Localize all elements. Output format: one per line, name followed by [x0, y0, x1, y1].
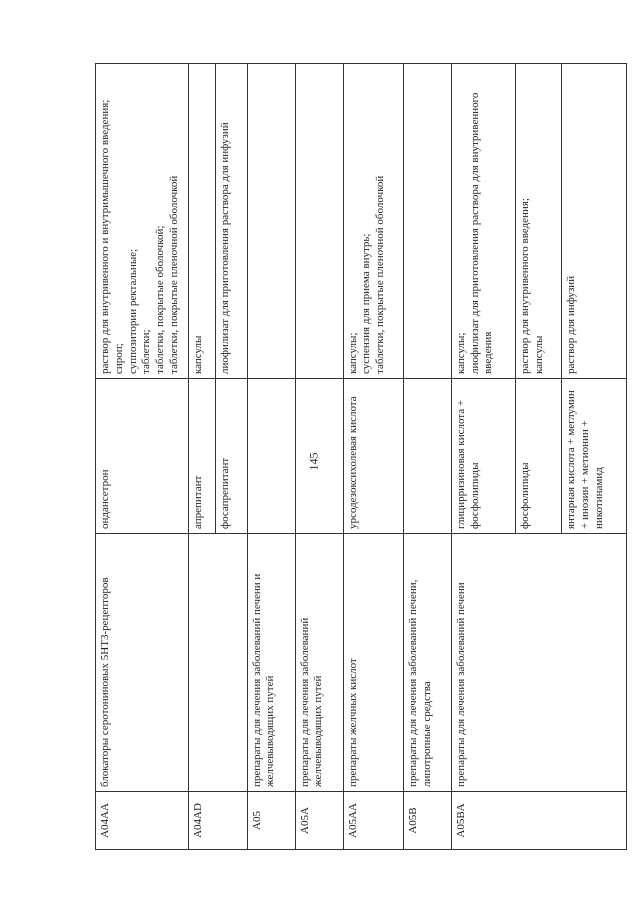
- dosage-form-line: суспензия для приема внутрь;: [360, 233, 373, 374]
- drug-name-cell: фосфолипиды: [516, 379, 562, 534]
- atc-code-cell: A05B: [403, 792, 451, 850]
- dosage-form-line: таблетки;: [140, 329, 153, 374]
- drug-name-cell: [403, 379, 451, 534]
- table-row: [189, 64, 216, 850]
- table-row: [403, 64, 451, 850]
- dosage-form-line: капсулы: [533, 335, 546, 374]
- dosage-form-line: таблетки, покрытые оболочкой;: [154, 225, 166, 374]
- table-row: [96, 64, 189, 850]
- atc-code-cell: A05A: [295, 792, 343, 850]
- dosage-form-line: лиофилизат для приготовления раствора для инфузий: [219, 122, 232, 374]
- pharmacological-group-cell: препараты для лечения заболеваний печени, липотропные средства: [403, 534, 451, 792]
- drug-name-cell: урсодезоксихолевая кислота: [343, 379, 403, 534]
- pharmacological-group-cell: препараты желчных кислот: [343, 534, 403, 792]
- drug-name-cell: глицирризиновая кислота + фосфолипиды: [451, 379, 516, 534]
- dosage-form-line: суппозитории ректальные;: [126, 248, 139, 374]
- pharmacological-group-cell: препараты для лечения заболеваний печени: [451, 534, 626, 792]
- drug-table-container: [95, 64, 627, 850]
- atc-code-cell: A05: [247, 792, 295, 850]
- dosage-form-line: лиофилизат для приготовления раствора для внутривенного введения: [468, 92, 495, 374]
- table-row: [247, 64, 295, 850]
- dosage-forms-cell: [343, 64, 403, 379]
- dosage-forms-cell: [403, 64, 451, 379]
- dosage-forms-cell: [451, 64, 516, 379]
- dosage-forms-cell: [216, 64, 247, 379]
- dosage-forms-cell: [562, 64, 627, 379]
- pharmacological-group-cell: блокаторы серотониновых 5HT3-рецепторов: [96, 534, 189, 792]
- table-row: [343, 64, 403, 850]
- dosage-form-line: капсулы;: [454, 332, 467, 374]
- dosage-forms-cell: [516, 64, 562, 379]
- pharmacological-group-cell: препараты для лечения заболеваний желчевыводящих путей: [295, 534, 343, 792]
- page-number: 145: [306, 452, 321, 471]
- dosage-form-line: капсулы;: [346, 332, 359, 374]
- dosage-form-line: капсулы: [192, 335, 205, 374]
- atc-code-cell: A05BA: [451, 792, 626, 850]
- dosage-form-line: сироп;: [112, 343, 125, 374]
- dosage-forms-cell: [96, 64, 189, 379]
- drug-name-cell: ондансетрон: [96, 379, 189, 534]
- dosage-forms-cell: [189, 64, 216, 379]
- drug-name-cell: апрепитант: [189, 379, 216, 534]
- dosage-forms-cell: [247, 64, 295, 379]
- dosage-form-line: таблетки, покрытые пленочной оболочкой: [167, 175, 180, 374]
- dosage-forms-cell: [295, 64, 343, 379]
- dosage-form-line: раствор для внутривенного и внутримышечного введения;: [99, 99, 111, 374]
- pharmacological-group-cell: препараты для лечения заболеваний печени и желчевыводящих путей: [247, 534, 295, 792]
- dosage-form-line: раствор для внутривенного введения;: [519, 198, 532, 374]
- drug-name-cell: [247, 379, 295, 534]
- atc-code-cell: A04AD: [189, 792, 247, 850]
- drug-table: [95, 63, 627, 850]
- atc-code-cell: A04AA: [96, 792, 189, 850]
- dosage-form-line: таблетки, покрытые пленочной оболочкой: [374, 175, 386, 374]
- drug-name-cell: фосапрепитант: [216, 379, 247, 534]
- atc-code-cell: A05AA: [343, 792, 403, 850]
- dosage-form-line: раствор для инфузий: [565, 275, 578, 374]
- table-row: [451, 64, 516, 850]
- drug-name-cell: янтарная кислота + меглумин + инозин + метионин + никотинамид: [562, 379, 627, 534]
- pharmacological-group-cell: [189, 534, 247, 792]
